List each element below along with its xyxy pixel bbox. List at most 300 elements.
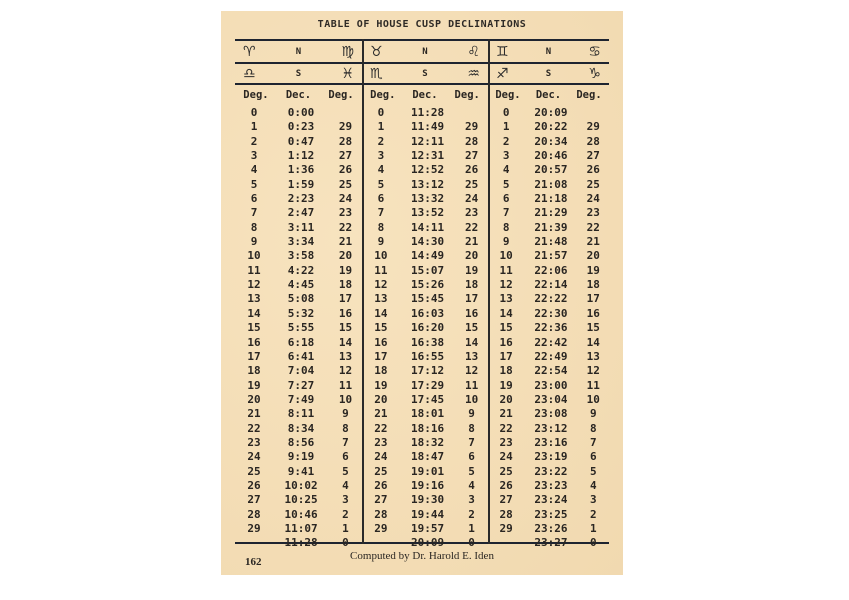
declination-value: 23:24 bbox=[534, 493, 568, 507]
degree-value: 12 bbox=[247, 278, 261, 292]
declination-value: 23:16 bbox=[534, 435, 568, 449]
degree-value: 0 bbox=[589, 536, 597, 550]
column-header-deg: Deg. bbox=[454, 89, 480, 101]
table-row bbox=[235, 407, 609, 421]
degree-value: 29 bbox=[499, 521, 513, 535]
degree-value: 5 bbox=[342, 464, 349, 478]
table-row bbox=[235, 135, 609, 149]
page-number: 162 bbox=[245, 556, 262, 568]
degree-value: 17 bbox=[247, 349, 261, 363]
degree-value: 15 bbox=[338, 321, 353, 335]
declination-value: 22:14 bbox=[534, 278, 568, 292]
section-cell-group bbox=[488, 465, 609, 479]
degree-value: 8 bbox=[589, 421, 597, 435]
degree-value bbox=[329, 106, 362, 120]
column-headers bbox=[235, 87, 362, 103]
degree-value: 2 bbox=[589, 507, 597, 521]
table-row bbox=[235, 163, 609, 177]
degree-value: 23 bbox=[499, 435, 513, 449]
degree-value: 26 bbox=[586, 163, 600, 177]
capricorn-icon: ♑ bbox=[588, 65, 601, 82]
degree-value: 4 bbox=[250, 163, 258, 177]
degree-value: 0 bbox=[468, 536, 475, 550]
taurus-icon: ♉ bbox=[370, 43, 383, 60]
degree-value: 24 bbox=[374, 450, 388, 464]
degree-value: 9 bbox=[468, 407, 475, 421]
declination-value: 5:08 bbox=[287, 292, 315, 306]
degree-value: 10 bbox=[586, 392, 600, 406]
degree-value: 8 bbox=[502, 220, 510, 234]
north-signs-row bbox=[235, 41, 609, 62]
table-row bbox=[235, 206, 609, 220]
section-cell-group bbox=[488, 364, 609, 378]
degree-value: 11 bbox=[586, 378, 600, 392]
section-cell-group bbox=[488, 350, 609, 364]
section-cell-group bbox=[488, 149, 609, 163]
degree-value: 5 bbox=[502, 177, 510, 191]
degree-value: 18 bbox=[586, 278, 600, 292]
section-cell-group bbox=[488, 436, 609, 450]
degree-value: 14 bbox=[338, 335, 353, 349]
column-header-deg: Deg. bbox=[576, 89, 602, 101]
section-cell-group bbox=[235, 407, 362, 421]
section-cell-group bbox=[488, 221, 609, 235]
table-row bbox=[235, 393, 609, 407]
degree-value: 26 bbox=[464, 163, 479, 177]
table-row bbox=[235, 379, 609, 393]
declination-value: 12:31 bbox=[410, 149, 445, 163]
table-row bbox=[235, 221, 609, 235]
section-cell-group bbox=[362, 336, 488, 350]
degree-value: 20 bbox=[464, 249, 479, 263]
declination-value: 23:23 bbox=[534, 478, 568, 492]
degree-value: 9 bbox=[377, 235, 385, 249]
section-cell-group bbox=[235, 364, 362, 378]
degree-value: 22 bbox=[374, 421, 388, 435]
section-cell-group bbox=[362, 149, 488, 163]
declination-value: 8:56 bbox=[287, 435, 315, 449]
declination-value: 13:32 bbox=[410, 192, 445, 206]
section-cell-group bbox=[362, 278, 488, 292]
declination-value: 19:44 bbox=[410, 507, 445, 521]
section-cell-group bbox=[488, 407, 609, 421]
section-cell-group bbox=[488, 106, 609, 120]
declination-value: 4:22 bbox=[287, 263, 315, 277]
degree-value: 17 bbox=[586, 292, 600, 306]
degree-value: 10 bbox=[338, 392, 353, 406]
degree-value: 18 bbox=[499, 364, 513, 378]
declination-value: 16:20 bbox=[410, 321, 445, 335]
declination-value: 8:11 bbox=[287, 407, 315, 421]
degree-value: 10 bbox=[247, 249, 261, 263]
section-cell-group bbox=[235, 249, 362, 263]
gemini-icon: ♊ bbox=[496, 43, 509, 60]
declination-value: 22:49 bbox=[534, 349, 568, 363]
degree-value: 5 bbox=[468, 464, 475, 478]
column-header-deg: Deg. bbox=[495, 89, 521, 101]
declination-value: 7:27 bbox=[287, 378, 315, 392]
declination-value: 2:23 bbox=[287, 192, 315, 206]
section-cell-group bbox=[362, 321, 488, 335]
section-cell-group bbox=[362, 106, 488, 120]
degree-value: 26 bbox=[374, 478, 388, 492]
section-cell-group bbox=[235, 536, 362, 550]
declination-value: 10:25 bbox=[284, 493, 318, 507]
degree-value: 18 bbox=[464, 278, 479, 292]
section-cell-group bbox=[488, 493, 609, 507]
degree-value bbox=[455, 106, 488, 120]
aquarius-icon: ♒ bbox=[467, 65, 480, 82]
declination-value: 2:47 bbox=[287, 206, 315, 220]
degree-value: 1 bbox=[589, 521, 597, 535]
degree-value: 8 bbox=[377, 220, 385, 234]
declination-value: 14:11 bbox=[410, 220, 445, 234]
table-row bbox=[235, 350, 609, 364]
declination-value: 17:29 bbox=[410, 378, 445, 392]
degree-value: 25 bbox=[499, 464, 513, 478]
degree-value: 25 bbox=[586, 177, 600, 191]
degree-value: 9 bbox=[250, 235, 258, 249]
degree-value: 24 bbox=[247, 450, 261, 464]
section-cell-group bbox=[362, 235, 488, 249]
declination-value: 20:09 bbox=[534, 106, 568, 119]
table-row bbox=[235, 450, 609, 464]
section-cell-group bbox=[488, 379, 609, 393]
section-cell-group bbox=[488, 422, 609, 436]
declination-value: 18:16 bbox=[410, 421, 445, 435]
section-cell-group bbox=[235, 493, 362, 507]
degree-value: 14 bbox=[499, 306, 513, 320]
degree-value: 0 bbox=[342, 536, 349, 550]
degree-value: 10 bbox=[464, 392, 479, 406]
degree-value: 20 bbox=[338, 249, 353, 263]
degree-value: 11 bbox=[338, 378, 353, 392]
declination-value: 0:23 bbox=[287, 120, 315, 134]
degree-value: 12 bbox=[338, 364, 353, 378]
degree-value: 27 bbox=[464, 149, 479, 163]
declination-value: 20:46 bbox=[534, 149, 568, 163]
declination-value: 9:41 bbox=[287, 464, 315, 478]
degree-value: 23 bbox=[464, 206, 479, 220]
degree-value: 2 bbox=[250, 134, 258, 148]
table-row bbox=[235, 422, 609, 436]
declination-value: 16:55 bbox=[410, 349, 445, 363]
degree-value: 9 bbox=[589, 407, 597, 421]
degree-value: 2 bbox=[502, 134, 510, 148]
degree-value: 9 bbox=[342, 407, 349, 421]
degree-value: 6 bbox=[377, 192, 385, 206]
degree-value: 11 bbox=[499, 263, 513, 277]
section-cell-group bbox=[362, 465, 488, 479]
declination-value: 11:28 bbox=[410, 106, 445, 119]
table-row bbox=[235, 149, 609, 163]
degree-value: 2 bbox=[342, 507, 349, 521]
degree-value: 22 bbox=[464, 220, 479, 234]
degree-value: 17 bbox=[338, 292, 353, 306]
degree-value: 4 bbox=[377, 163, 385, 177]
section-cell-group bbox=[235, 135, 362, 149]
declination-value: 12:52 bbox=[410, 163, 445, 177]
degree-value: 9 bbox=[502, 235, 510, 249]
north-label: N bbox=[295, 46, 302, 57]
table-row bbox=[235, 479, 609, 493]
degree-value: 7 bbox=[502, 206, 510, 220]
degree-value: 3 bbox=[342, 493, 349, 507]
degree-value: 0 bbox=[377, 106, 385, 119]
section-cell-group bbox=[488, 393, 609, 407]
section-cell-group bbox=[362, 393, 488, 407]
declination-value: 13:12 bbox=[410, 177, 445, 191]
section-cell-group bbox=[488, 264, 609, 278]
degree-value: 23 bbox=[338, 206, 353, 220]
declination-value: 5:55 bbox=[287, 321, 315, 335]
degree-value: 28 bbox=[499, 507, 513, 521]
table-row bbox=[235, 178, 609, 192]
degree-value: 4 bbox=[342, 478, 349, 492]
degree-value: 20 bbox=[247, 392, 261, 406]
declination-value: 23:04 bbox=[534, 392, 568, 406]
degree-value: 23 bbox=[374, 435, 388, 449]
degree-value: 25 bbox=[338, 177, 353, 191]
south-label: S bbox=[295, 68, 302, 79]
table-row bbox=[235, 292, 609, 306]
section-cell-group bbox=[362, 135, 488, 149]
declination-value: 21:48 bbox=[534, 235, 568, 249]
degree-value: 19 bbox=[499, 378, 513, 392]
table-row bbox=[235, 336, 609, 350]
degree-value: 14 bbox=[464, 335, 479, 349]
pisces-icon: ♓ bbox=[341, 65, 354, 82]
degree-value: 7 bbox=[589, 435, 597, 449]
table-row bbox=[235, 264, 609, 278]
declination-value: 20:57 bbox=[534, 163, 568, 177]
declination-value: 3:34 bbox=[287, 235, 315, 249]
degree-value: 1 bbox=[342, 521, 349, 535]
section-cell-group bbox=[235, 465, 362, 479]
table-row bbox=[235, 120, 609, 134]
credit-line: Computed by Dr. Harold E. Iden bbox=[350, 550, 494, 562]
degree-value: 20 bbox=[586, 249, 600, 263]
declination-value: 19:16 bbox=[410, 478, 445, 492]
degree-value: 23 bbox=[586, 206, 600, 220]
degree-value: 22 bbox=[338, 220, 353, 234]
degree-value: 7 bbox=[250, 206, 258, 220]
section-header-south bbox=[488, 64, 609, 83]
declination-table-body bbox=[235, 106, 609, 551]
degree-value: 1 bbox=[377, 120, 385, 134]
scorpio-icon: ♏ bbox=[370, 65, 383, 82]
section-cell-group bbox=[235, 508, 362, 522]
section-cell-group bbox=[235, 235, 362, 249]
degree-value: 13 bbox=[586, 349, 600, 363]
section-cell-group bbox=[488, 278, 609, 292]
degree-value: 6 bbox=[250, 192, 258, 206]
degree-value: 29 bbox=[464, 120, 479, 134]
section-header-north bbox=[362, 41, 488, 62]
degree-value: 19 bbox=[338, 263, 353, 277]
section-cell-group bbox=[362, 364, 488, 378]
degree-value: 14 bbox=[247, 306, 261, 320]
declination-value: 22:54 bbox=[534, 364, 568, 378]
declination-value: 1:12 bbox=[287, 149, 315, 163]
column-header-deg: Deg. bbox=[243, 89, 269, 101]
degree-value: 17 bbox=[499, 349, 513, 363]
section-cell-group bbox=[235, 436, 362, 450]
degree-value: 3 bbox=[250, 149, 258, 163]
degree-value: 19 bbox=[374, 378, 388, 392]
degree-value: 21 bbox=[499, 407, 513, 421]
declination-value: 16:03 bbox=[410, 306, 445, 320]
degree-value: 16 bbox=[247, 335, 261, 349]
degree-value: 19 bbox=[247, 378, 261, 392]
aries-icon: ♈ bbox=[243, 43, 256, 60]
declination-value: 6:41 bbox=[287, 349, 315, 363]
declination-value: 21:29 bbox=[534, 206, 568, 220]
declination-value: 14:49 bbox=[410, 249, 445, 263]
degree-value: 0 bbox=[250, 106, 258, 119]
declination-value: 23:00 bbox=[534, 378, 568, 392]
section-cell-group bbox=[362, 178, 488, 192]
degree-value: 12 bbox=[464, 364, 479, 378]
declination-value: 8:34 bbox=[287, 421, 315, 435]
declination-value: 3:58 bbox=[287, 249, 315, 263]
declination-value: 17:45 bbox=[410, 392, 445, 406]
degree-value: 17 bbox=[374, 349, 388, 363]
degree-value: 16 bbox=[464, 306, 479, 320]
section-cell-group bbox=[488, 479, 609, 493]
section-cell-group bbox=[488, 120, 609, 134]
declination-value: 15:45 bbox=[410, 292, 445, 306]
section-cell-group bbox=[235, 422, 362, 436]
declination-value: 23:19 bbox=[534, 450, 568, 464]
section-cell-group bbox=[362, 292, 488, 306]
degree-value: 29 bbox=[247, 521, 261, 535]
libra-icon: ♎ bbox=[243, 65, 256, 82]
degree-value: 21 bbox=[338, 235, 353, 249]
degree-value: 25 bbox=[374, 464, 388, 478]
declination-value: 23:08 bbox=[534, 407, 568, 421]
degree-value: 26 bbox=[247, 478, 261, 492]
degree-value: 3 bbox=[502, 149, 510, 163]
declination-value: 6:18 bbox=[287, 335, 315, 349]
degree-value: 24 bbox=[586, 192, 600, 206]
degree-value: 2 bbox=[468, 507, 475, 521]
section-cell-group bbox=[235, 221, 362, 235]
degree-value bbox=[235, 536, 273, 550]
degree-value: 3 bbox=[468, 493, 475, 507]
column-header-rule bbox=[235, 83, 609, 85]
declination-value: 15:07 bbox=[410, 263, 445, 277]
section-cell-group bbox=[362, 264, 488, 278]
section-cell-group bbox=[488, 163, 609, 177]
column-header-deg: Deg. bbox=[370, 89, 396, 101]
declination-value: 15:26 bbox=[410, 278, 445, 292]
section-cell-group bbox=[488, 192, 609, 206]
degree-value: 28 bbox=[247, 507, 261, 521]
section-cell-group bbox=[362, 479, 488, 493]
section-cell-group bbox=[488, 206, 609, 220]
section-cell-group bbox=[488, 178, 609, 192]
degree-value: 22 bbox=[247, 421, 261, 435]
section-cell-group bbox=[235, 120, 362, 134]
section-header-south bbox=[362, 64, 488, 83]
degree-value: 14 bbox=[374, 306, 388, 320]
section-cell-group bbox=[362, 206, 488, 220]
degree-value: 15 bbox=[464, 321, 479, 335]
degree-value: 13 bbox=[499, 292, 513, 306]
section-cell-group bbox=[362, 407, 488, 421]
south-label: S bbox=[545, 68, 552, 79]
section-cell-group bbox=[235, 379, 362, 393]
declination-value: 17:12 bbox=[410, 364, 445, 378]
declination-value: 20:34 bbox=[534, 134, 568, 148]
declination-value: 10:02 bbox=[284, 478, 318, 492]
table-row bbox=[235, 106, 609, 120]
degree-value: 25 bbox=[247, 464, 261, 478]
degree-value: 0 bbox=[502, 106, 510, 119]
degree-value: 8 bbox=[342, 421, 349, 435]
declination-value: 18:32 bbox=[410, 435, 445, 449]
page-title: TABLE OF HOUSE CUSP DECLINATIONS bbox=[317, 19, 527, 30]
virgo-icon: ♍ bbox=[341, 43, 354, 60]
table-row bbox=[235, 235, 609, 249]
declination-value: 19:30 bbox=[410, 493, 445, 507]
declination-value: 23:27 bbox=[534, 536, 568, 550]
declination-value: 3:11 bbox=[287, 220, 315, 234]
section-cell-group bbox=[488, 307, 609, 321]
degree-value: 23 bbox=[247, 435, 261, 449]
section-cell-group bbox=[488, 508, 609, 522]
degree-value bbox=[578, 106, 609, 120]
degree-value: 22 bbox=[586, 220, 600, 234]
degree-value: 2 bbox=[377, 134, 385, 148]
degree-value: 13 bbox=[374, 292, 388, 306]
degree-value: 29 bbox=[586, 120, 600, 134]
degree-value: 19 bbox=[464, 263, 479, 277]
degree-value: 13 bbox=[464, 349, 479, 363]
declination-value: 7:49 bbox=[287, 392, 315, 406]
section-cell-group bbox=[362, 163, 488, 177]
degree-value: 28 bbox=[374, 507, 388, 521]
table-row bbox=[235, 307, 609, 321]
degree-value: 24 bbox=[464, 192, 479, 206]
section-header-north bbox=[235, 41, 362, 62]
degree-value: 27 bbox=[499, 493, 513, 507]
degree-value: 1 bbox=[502, 120, 510, 134]
declination-value: 4:45 bbox=[287, 278, 315, 292]
degree-value: 5 bbox=[377, 177, 385, 191]
column-headers bbox=[488, 87, 609, 103]
declination-value: 23:25 bbox=[534, 507, 568, 521]
degree-value: 5 bbox=[250, 177, 258, 191]
book-page bbox=[221, 11, 623, 575]
section-cell-group bbox=[488, 536, 609, 550]
degree-value: 29 bbox=[374, 521, 388, 535]
degree-value: 6 bbox=[342, 450, 349, 464]
table-row bbox=[235, 465, 609, 479]
degree-value: 26 bbox=[499, 478, 513, 492]
section-cell-group bbox=[362, 192, 488, 206]
section-cell-group bbox=[235, 264, 362, 278]
degree-value: 27 bbox=[586, 149, 600, 163]
degree-value: 5 bbox=[589, 464, 597, 478]
degree-value: 4 bbox=[589, 478, 597, 492]
degree-value: 21 bbox=[374, 407, 388, 421]
declination-value: 21:57 bbox=[534, 249, 568, 263]
declination-value: 21:18 bbox=[534, 192, 568, 206]
section-cell-group bbox=[362, 450, 488, 464]
degree-value bbox=[488, 536, 524, 550]
